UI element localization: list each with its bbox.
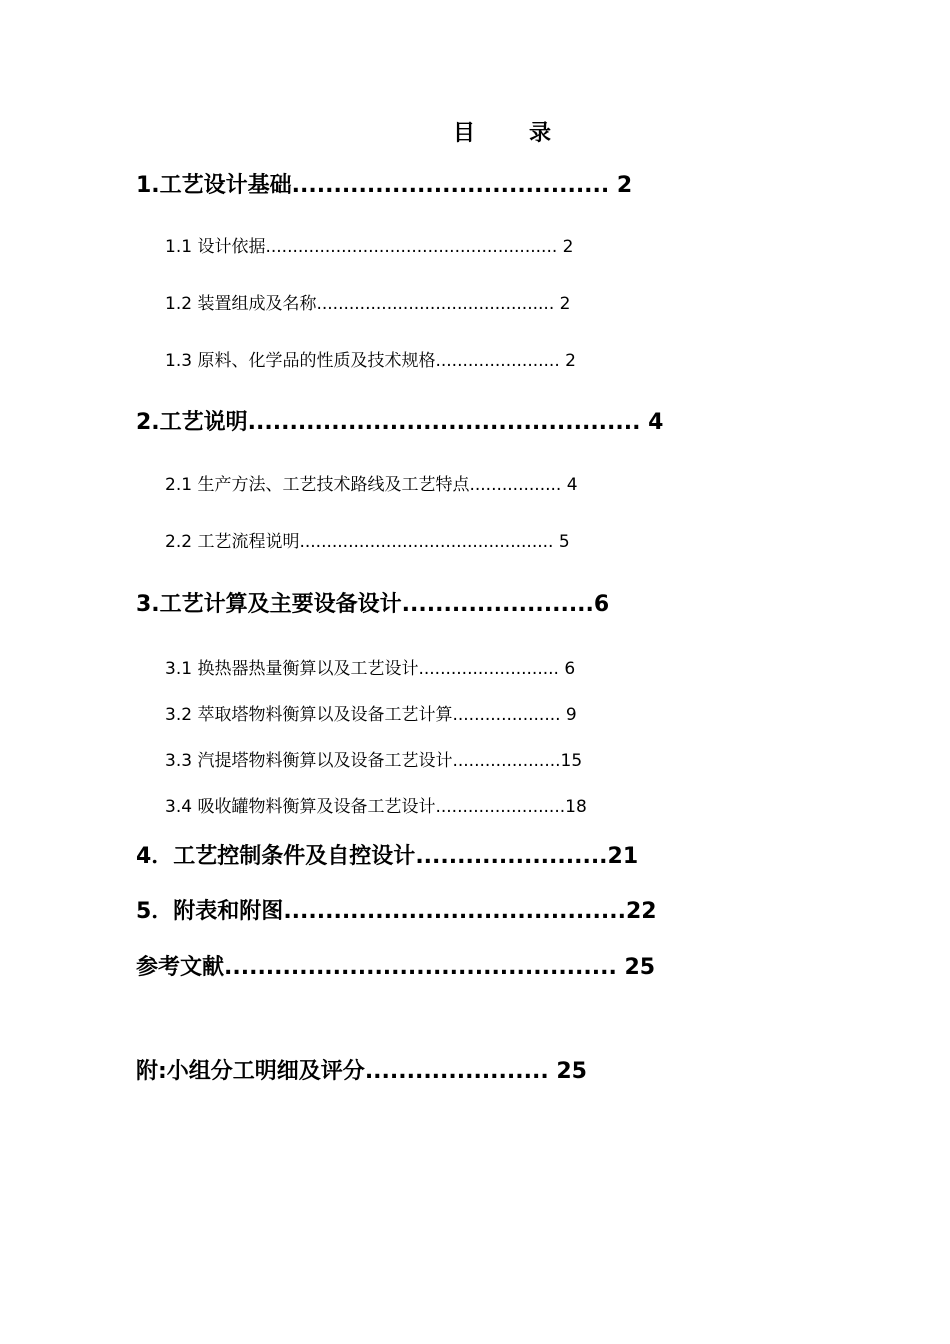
toc-entry-references[interactable] xyxy=(136,950,655,981)
toc-page-number: 4 xyxy=(640,410,664,435)
toc-entry-3-3[interactable] xyxy=(165,746,582,771)
toc-leader-dots: ............................................... xyxy=(224,955,617,980)
toc-page-number: 18 xyxy=(565,797,587,817)
toc-entry-text: 2.工艺说明 xyxy=(136,410,248,435)
toc-entry-3-2[interactable] xyxy=(165,700,577,725)
toc-leader-dots: .................... xyxy=(452,751,561,771)
toc-page-number: 25 xyxy=(616,955,656,980)
toc-leader-dots: ............................................... xyxy=(299,532,554,552)
toc-page-number: 5 xyxy=(553,532,570,552)
toc-entry-text: 1.工艺设计基础 xyxy=(136,173,292,198)
toc-entry-text: 附:小组分工明细及评分 xyxy=(136,1059,365,1084)
toc-leader-dots: ........................ xyxy=(435,797,566,817)
toc-entry-3-1[interactable] xyxy=(165,654,575,679)
toc-entry-5[interactable] xyxy=(136,894,657,925)
toc-entry-text: 1.3 原料、化学品的性质及技术规格 xyxy=(165,351,436,371)
toc-entry-text: 1.2 装置组成及名称 xyxy=(165,294,317,314)
toc-leader-dots: ...................................................... xyxy=(265,237,558,257)
toc-entry-text: 3.3 汽提塔物料衡算以及设备工艺设计 xyxy=(165,751,453,771)
toc-page-number: 4 xyxy=(561,475,578,495)
toc-entry-1-2[interactable] xyxy=(165,289,570,314)
toc-page-number: 2 xyxy=(557,237,574,257)
toc-page-number: 2 xyxy=(559,351,576,371)
toc-leader-dots: .......................... xyxy=(418,659,559,679)
toc-entry-text: 2.2 工艺流程说明 xyxy=(165,532,300,552)
toc-entry-text: 4．工艺控制条件及自控设计 xyxy=(136,844,416,869)
toc-entry-1-1[interactable] xyxy=(165,232,574,257)
toc-entry-1[interactable] xyxy=(136,168,632,199)
toc-leader-dots: ....................... xyxy=(401,592,594,617)
toc-entry-text: 5．附表和附图 xyxy=(136,899,284,924)
toc-entry-2[interactable] xyxy=(136,405,663,436)
toc-entry-text: 1.1 设计依据 xyxy=(165,237,266,257)
toc-entry-text: 3.4 吸收罐物料衡算及设备工艺设计 xyxy=(165,797,436,817)
toc-leader-dots: ......................................... xyxy=(283,899,626,924)
toc-page-number: 9 xyxy=(560,705,577,725)
toc-entry-text: 3.工艺计算及主要设备设计 xyxy=(136,592,402,617)
toc-entry-text: 参考文献 xyxy=(136,955,225,980)
toc-leader-dots: ...................................... xyxy=(291,173,610,198)
toc-page-number: 6 xyxy=(558,659,576,679)
toc-title: 目 录 xyxy=(452,121,567,146)
toc-entry-1-3[interactable] xyxy=(165,346,576,371)
toc-leader-dots: ....................... xyxy=(435,351,560,371)
toc-page-number: 15 xyxy=(560,751,583,771)
toc-entry-appendix[interactable] xyxy=(136,1054,587,1085)
toc-leader-dots: ............................................... xyxy=(247,410,641,435)
toc-entry-3[interactable] xyxy=(136,587,609,618)
toc-page-number: 22 xyxy=(625,899,657,924)
toc-leader-dots: ...................... xyxy=(364,1059,549,1084)
toc-entry-3-4[interactable] xyxy=(165,792,587,817)
toc-leader-dots: ................. xyxy=(469,475,562,495)
toc-leader-dots: .................... xyxy=(452,705,561,725)
toc-leader-dots: ....................... xyxy=(415,844,608,869)
toc-entry-text: 3.2 萃取塔物料衡算以及设备工艺计算 xyxy=(165,705,453,725)
toc-entry-text: 3.1 换热器热量衡算以及工艺设计 xyxy=(165,659,419,679)
toc-entry-2-1[interactable] xyxy=(165,470,578,495)
toc-page-number: 6 xyxy=(593,592,610,617)
toc-entry-2-2[interactable] xyxy=(165,527,570,552)
toc-entry-text: 2.1 生产方法、工艺技术路线及工艺特点 xyxy=(165,475,470,495)
toc-page-number: 2 xyxy=(609,173,633,198)
toc-page-number: 25 xyxy=(548,1059,587,1084)
toc-entry-4[interactable] xyxy=(136,839,638,870)
toc-page-number: 2 xyxy=(554,294,571,314)
toc-page-number: 21 xyxy=(607,844,639,869)
toc-leader-dots: ............................................ xyxy=(316,294,555,314)
